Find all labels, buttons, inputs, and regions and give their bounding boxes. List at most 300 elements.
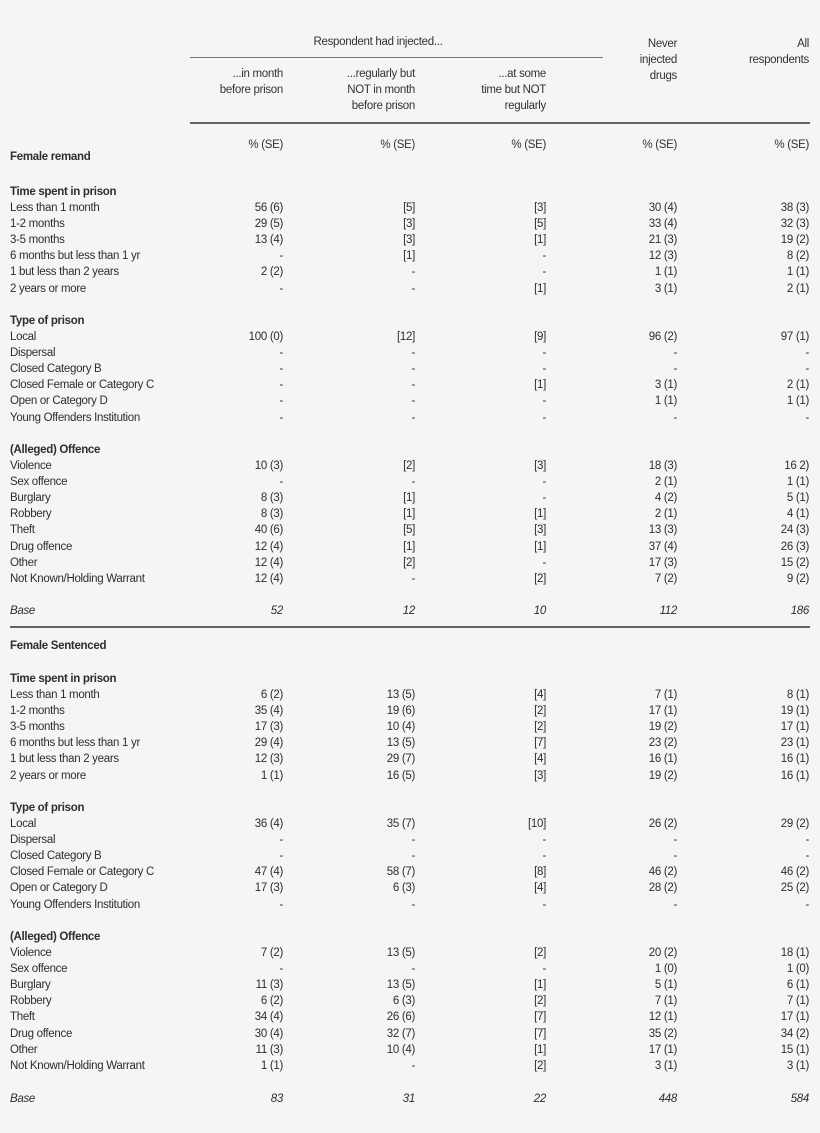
cell-value: 17 (3)	[254, 882, 283, 895]
cell-value: -	[411, 898, 415, 911]
cell-value: 12 (3)	[648, 250, 677, 263]
table-row	[0, 735, 820, 751]
cell-value: 29 (2)	[780, 818, 809, 830]
column-header-never-injected	[567, 36, 677, 84]
cell-value: 18 (1)	[780, 947, 809, 959]
cell-value: 30 (4)	[254, 1027, 283, 1040]
cell-value: [1]	[534, 379, 546, 392]
cell-value: 46 (2)	[648, 866, 677, 879]
cell-value: 16 (1)	[648, 753, 677, 766]
cell-value: [1]	[534, 979, 546, 992]
row-label: Violence	[10, 460, 52, 472]
row-label: 3-5 months	[10, 234, 65, 247]
cell-value: 29 (7)	[386, 753, 415, 766]
cell-value: [2]	[403, 556, 415, 569]
table-row	[0, 329, 820, 345]
cell-value: [7]	[534, 1027, 546, 1040]
row-label: Drug offence	[10, 540, 73, 553]
cell-value: 26 (2)	[648, 818, 677, 830]
group-title: (Alleged) Offence	[10, 931, 101, 943]
cell-value: [7]	[534, 1011, 546, 1024]
header-line: before prison	[219, 84, 283, 96]
cell-value: 1 (1)	[786, 395, 809, 408]
cell-value: [2]	[403, 460, 415, 472]
cell-value: 97 (1)	[780, 331, 809, 343]
cell-value: 6 (2)	[260, 995, 283, 1008]
base-value: 448	[658, 1093, 677, 1105]
table-row	[0, 1042, 820, 1058]
cell-value: 5 (1)	[654, 979, 677, 992]
cell-value: 13 (5)	[386, 737, 415, 750]
header-line: respondents	[749, 54, 809, 66]
cell-value: [8]	[534, 866, 546, 879]
row-label: Not Known/Holding Warrant	[10, 1059, 145, 1072]
cell-value: 12 (4)	[254, 556, 283, 569]
cell-value: 20 (2)	[648, 947, 677, 959]
cell-value: 35 (7)	[386, 818, 415, 830]
cell-value: 13 (5)	[386, 947, 415, 959]
cell-value: [9]	[534, 331, 546, 343]
row-label: Drug offence	[10, 1027, 73, 1040]
cell-value: 16 (5)	[386, 769, 415, 782]
row-label: 6 months but less than 1 yr	[10, 737, 140, 750]
group-title: Time spent in prison	[10, 673, 117, 685]
base-value: 83	[270, 1093, 283, 1105]
table-row	[0, 377, 820, 393]
cell-value: 11 (3)	[255, 1043, 283, 1056]
header-line: time but NOT	[481, 84, 546, 96]
cell-value: 19 (6)	[386, 705, 415, 718]
unit-label: % (SE)	[774, 139, 809, 151]
cell-value: 3 (1)	[786, 1059, 809, 1072]
header-line: Never	[647, 38, 677, 50]
table-row	[0, 539, 820, 555]
table-row	[0, 961, 820, 977]
cell-value: -	[542, 476, 546, 489]
cell-value: 37 (4)	[648, 540, 677, 553]
table-row	[0, 393, 820, 409]
cell-value: -	[411, 572, 415, 585]
cell-value: 2 (1)	[654, 476, 677, 489]
cell-value: -	[542, 347, 546, 360]
table-row	[0, 751, 820, 767]
cell-value: -	[542, 395, 546, 408]
cell-value: -	[805, 347, 809, 360]
base-value: 52	[270, 605, 283, 617]
table-row	[0, 216, 820, 232]
cell-value: 19 (2)	[780, 234, 809, 247]
base-label: Base	[10, 1093, 36, 1105]
cell-value: 6 (2)	[260, 689, 283, 701]
table-row	[0, 897, 820, 913]
cell-value: [1]	[534, 282, 546, 295]
cell-value: 7 (1)	[654, 995, 677, 1008]
cell-value: -	[542, 411, 546, 424]
cell-value: 38 (3)	[780, 202, 809, 214]
cell-value: [4]	[534, 753, 546, 766]
table-row	[0, 361, 820, 377]
row-label: Open or Category D	[10, 882, 108, 895]
row-label: Local	[10, 818, 36, 830]
row-label: Closed Female or Category C	[10, 379, 155, 392]
table-row	[0, 345, 820, 361]
header-line: regularly	[504, 100, 546, 112]
row-label: Burglary	[10, 492, 51, 505]
cell-value: 9 (2)	[786, 572, 809, 585]
table-row	[0, 848, 820, 864]
cell-value: 13 (5)	[386, 689, 415, 701]
base-row	[0, 603, 820, 619]
header-line: ...at some	[498, 68, 546, 80]
cell-value: 17 (3)	[254, 721, 283, 734]
cell-value: 23 (1)	[780, 737, 809, 750]
row-label: 2 years or more	[10, 282, 87, 295]
cell-value: 36 (4)	[254, 818, 283, 830]
column-header-all-respondents	[699, 36, 809, 68]
table-row	[0, 264, 820, 280]
cell-value: 4 (1)	[786, 508, 809, 521]
cell-value: -	[542, 898, 546, 911]
cell-value: -	[673, 850, 677, 863]
base-value: 10	[533, 605, 546, 617]
table-row	[0, 490, 820, 506]
row-label: Closed Female or Category C	[10, 866, 155, 879]
row-label: Sex offence	[10, 476, 68, 489]
cell-value: -	[279, 347, 283, 360]
cell-value: -	[279, 898, 283, 911]
cell-value: -	[411, 1059, 415, 1072]
cell-value: -	[542, 492, 546, 505]
cell-value: -	[279, 850, 283, 863]
cell-value: -	[411, 850, 415, 863]
cell-value: 7 (2)	[654, 572, 677, 585]
cell-value: 17 (1)	[780, 721, 809, 734]
cell-value: 16 (1)	[780, 769, 809, 782]
row-label: 2 years or more	[10, 769, 87, 782]
cell-value: 6 (3)	[392, 995, 415, 1008]
group-header-rule	[190, 57, 603, 58]
cell-value: -	[805, 363, 809, 376]
cell-value: -	[279, 379, 283, 392]
row-label: Theft	[10, 1011, 35, 1024]
cell-value: -	[279, 395, 283, 408]
header-line: ...regularly but	[346, 68, 415, 80]
header-line: ...in month	[232, 68, 283, 80]
cell-value: [2]	[534, 1059, 546, 1072]
cell-value: 58 (7)	[386, 866, 415, 879]
table-row	[0, 1026, 820, 1042]
cell-value: -	[805, 898, 809, 911]
cell-value: -	[279, 363, 283, 376]
table-row	[0, 816, 820, 832]
cell-value: 1 (1)	[786, 476, 809, 489]
table-row	[0, 880, 820, 896]
table-row	[0, 945, 820, 961]
cell-value: 1 (1)	[260, 769, 283, 782]
table-row	[0, 200, 820, 216]
table-row	[0, 977, 820, 993]
cell-value: [12]	[397, 331, 415, 343]
cell-value: -	[542, 250, 546, 263]
row-label: Robbery	[10, 995, 52, 1008]
cell-value: 13 (5)	[386, 979, 415, 992]
cell-value: 23 (2)	[648, 737, 677, 750]
cell-value: 7 (1)	[786, 995, 809, 1008]
cell-value: 1 (1)	[654, 266, 677, 279]
table-row	[0, 1058, 820, 1074]
cell-value: -	[279, 476, 283, 489]
table-row	[0, 687, 820, 703]
cell-value: -	[542, 850, 546, 863]
header-line: NOT in month	[347, 84, 415, 96]
cell-value: 5 (1)	[786, 492, 809, 505]
cell-value: -	[411, 476, 415, 489]
cell-value: [2]	[534, 721, 546, 734]
base-value: 31	[402, 1093, 415, 1105]
base-value: 12	[402, 605, 415, 617]
cell-value: -	[673, 834, 677, 847]
table-row	[0, 458, 820, 474]
cell-value: [3]	[403, 218, 415, 231]
cell-value: -	[279, 411, 283, 424]
row-label: Closed Category B	[10, 363, 102, 376]
cell-value: 56 (6)	[254, 202, 283, 214]
row-label: Other	[10, 556, 38, 569]
row-label: Sex offence	[10, 963, 68, 976]
base-label: Base	[10, 605, 36, 617]
table-row	[0, 506, 820, 522]
cell-value: [1]	[534, 1043, 546, 1056]
cell-value: 21 (3)	[648, 234, 677, 247]
cell-value: 28 (2)	[648, 882, 677, 895]
row-label: 1 but less than 2 years	[10, 266, 119, 279]
cell-value: 13 (4)	[254, 234, 283, 247]
row-label: Open or Category D	[10, 395, 108, 408]
cell-value: 29 (5)	[254, 218, 283, 231]
cell-value: 2 (2)	[260, 266, 283, 279]
cell-value: 10 (4)	[386, 1043, 415, 1056]
cell-value: -	[279, 250, 283, 263]
cell-value: 17 (1)	[648, 1043, 677, 1056]
cell-value: [3]	[534, 524, 546, 537]
cell-value: 1 (1)	[786, 266, 809, 279]
cell-value: [10]	[528, 818, 546, 830]
cell-value: [1]	[534, 234, 546, 247]
header-line: All	[797, 38, 809, 50]
table-row	[0, 522, 820, 538]
unit-label: % (SE)	[380, 139, 415, 151]
cell-value: 19 (2)	[648, 769, 677, 782]
row-label: 1-2 months	[10, 705, 65, 718]
cell-value: -	[673, 898, 677, 911]
cell-value: 13 (3)	[648, 524, 677, 537]
cell-value: 12 (1)	[648, 1011, 677, 1024]
cell-value: 11 (3)	[255, 979, 283, 992]
row-label: Young Offenders Institution	[10, 411, 141, 424]
cell-value: -	[673, 347, 677, 360]
cell-value: 24 (3)	[780, 524, 809, 537]
base-value: 584	[790, 1093, 809, 1105]
row-label: 1 but less than 2 years	[10, 753, 119, 766]
cell-value: -	[411, 266, 415, 279]
cell-value: 6 (3)	[392, 882, 415, 895]
table-row	[0, 555, 820, 571]
table-row	[0, 703, 820, 719]
cell-value: -	[542, 266, 546, 279]
cell-value: [4]	[534, 882, 546, 895]
cell-value: 17 (1)	[780, 1011, 809, 1024]
cell-value: [1]	[403, 540, 415, 553]
group-title: Time spent in prison	[10, 186, 117, 198]
cell-value: 2 (1)	[786, 282, 809, 295]
cell-value: [4]	[534, 689, 546, 701]
row-label: 1-2 months	[10, 218, 65, 231]
cell-value: 32 (3)	[780, 218, 809, 231]
column-group-header: Respondent had injected...	[313, 36, 443, 48]
row-label: Dispersal	[10, 347, 56, 360]
cell-value: -	[411, 379, 415, 392]
cell-value: [3]	[403, 234, 415, 247]
header-line: before prison	[351, 100, 415, 112]
table-row	[0, 1009, 820, 1025]
table-row	[0, 410, 820, 426]
row-label: 6 months but less than 1 yr	[10, 250, 140, 263]
section-title: Female remand	[10, 151, 91, 163]
row-label: Closed Category B	[10, 850, 102, 863]
cell-value: -	[673, 411, 677, 424]
table-row	[0, 474, 820, 490]
cell-value: -	[805, 411, 809, 424]
cell-value: 35 (2)	[648, 1027, 677, 1040]
section-divider	[10, 626, 810, 628]
column-header-injected-month-before	[173, 66, 283, 98]
cell-value: 30 (4)	[648, 202, 677, 214]
row-label: Less than 1 month	[10, 202, 100, 214]
cell-value: -	[542, 363, 546, 376]
cell-value: 26 (6)	[386, 1011, 415, 1024]
cell-value: 12 (4)	[254, 572, 283, 585]
cell-value: 15 (1)	[780, 1043, 809, 1056]
header-line: drugs	[649, 70, 677, 82]
cell-value: [3]	[534, 769, 546, 782]
cell-value: 100 (0)	[248, 331, 283, 343]
cell-value: -	[542, 556, 546, 569]
cell-value: -	[279, 282, 283, 295]
table-row	[0, 571, 820, 587]
table-row	[0, 719, 820, 735]
base-value: 22	[533, 1093, 546, 1105]
cell-value: -	[411, 347, 415, 360]
cell-value: 19 (2)	[648, 721, 677, 734]
cell-value: [5]	[534, 218, 546, 231]
row-label: Other	[10, 1043, 38, 1056]
cell-value: [1]	[403, 492, 415, 505]
cell-value: [2]	[534, 572, 546, 585]
cell-value: [1]	[534, 508, 546, 521]
cell-value: -	[542, 963, 546, 976]
cell-value: 2 (1)	[786, 379, 809, 392]
cell-value: [2]	[534, 705, 546, 718]
cell-value: 18 (3)	[648, 460, 677, 472]
cell-value: 17 (1)	[648, 705, 677, 718]
column-header-injected-sometime	[426, 66, 546, 114]
header-line: injected	[639, 54, 677, 66]
unit-label: % (SE)	[511, 139, 546, 151]
cell-value: [5]	[403, 524, 415, 537]
row-label: Burglary	[10, 979, 51, 992]
cell-value: -	[411, 963, 415, 976]
cell-value: 8 (3)	[260, 492, 283, 505]
column-header-injected-regularly	[295, 66, 415, 114]
table-row	[0, 864, 820, 880]
cell-value: 1 (0)	[786, 963, 809, 976]
row-label: Theft	[10, 524, 35, 537]
cell-value: 8 (3)	[260, 508, 283, 521]
unit-label: % (SE)	[248, 139, 283, 151]
cell-value: 17 (3)	[648, 556, 677, 569]
header-bottom-rule	[190, 122, 810, 124]
table-row	[0, 832, 820, 848]
cell-value: [1]	[403, 250, 415, 263]
cell-value: -	[411, 282, 415, 295]
cell-value: -	[805, 850, 809, 863]
cell-value: 96 (2)	[648, 331, 677, 343]
cell-value: 34 (2)	[780, 1027, 809, 1040]
table-row	[0, 248, 820, 264]
cell-value: 46 (2)	[780, 866, 809, 879]
cell-value: -	[805, 834, 809, 847]
cell-value: -	[279, 834, 283, 847]
cell-value: 40 (6)	[254, 524, 283, 537]
cell-value: -	[542, 834, 546, 847]
cell-value: 25 (2)	[780, 882, 809, 895]
cell-value: 12 (3)	[254, 753, 283, 766]
cell-value: [3]	[534, 202, 546, 214]
table-row	[0, 993, 820, 1009]
cell-value: 33 (4)	[648, 218, 677, 231]
cell-value: -	[411, 411, 415, 424]
cell-value: 26 (3)	[780, 540, 809, 553]
row-label: Young Offenders Institution	[10, 898, 141, 911]
group-title: Type of prison	[10, 802, 85, 814]
table-row	[0, 232, 820, 248]
row-label: Robbery	[10, 508, 52, 521]
base-value: 112	[659, 605, 677, 617]
cell-value: 1 (0)	[654, 963, 677, 976]
cell-value: 10 (4)	[386, 721, 415, 734]
table-row	[0, 768, 820, 784]
cell-value: 12 (4)	[254, 540, 283, 553]
cell-value: 34 (4)	[254, 1011, 283, 1024]
cell-value: 3 (1)	[654, 282, 677, 295]
unit-label: % (SE)	[642, 139, 677, 151]
base-value: 186	[790, 605, 809, 617]
cell-value: 8 (2)	[786, 250, 809, 263]
row-label: Violence	[10, 947, 52, 959]
cell-value: 3 (1)	[654, 1059, 677, 1072]
cell-value: [1]	[534, 540, 546, 553]
cell-value: [1]	[403, 508, 415, 521]
cell-value: 7 (2)	[260, 947, 283, 959]
cell-value: 29 (4)	[254, 737, 283, 750]
cell-value: -	[411, 395, 415, 408]
row-label: Not Known/Holding Warrant	[10, 572, 145, 585]
cell-value: -	[673, 363, 677, 376]
section-title: Female Sentenced	[10, 640, 107, 652]
cell-value: -	[411, 834, 415, 847]
cell-value: 47 (4)	[254, 866, 283, 879]
row-label: Local	[10, 331, 36, 343]
